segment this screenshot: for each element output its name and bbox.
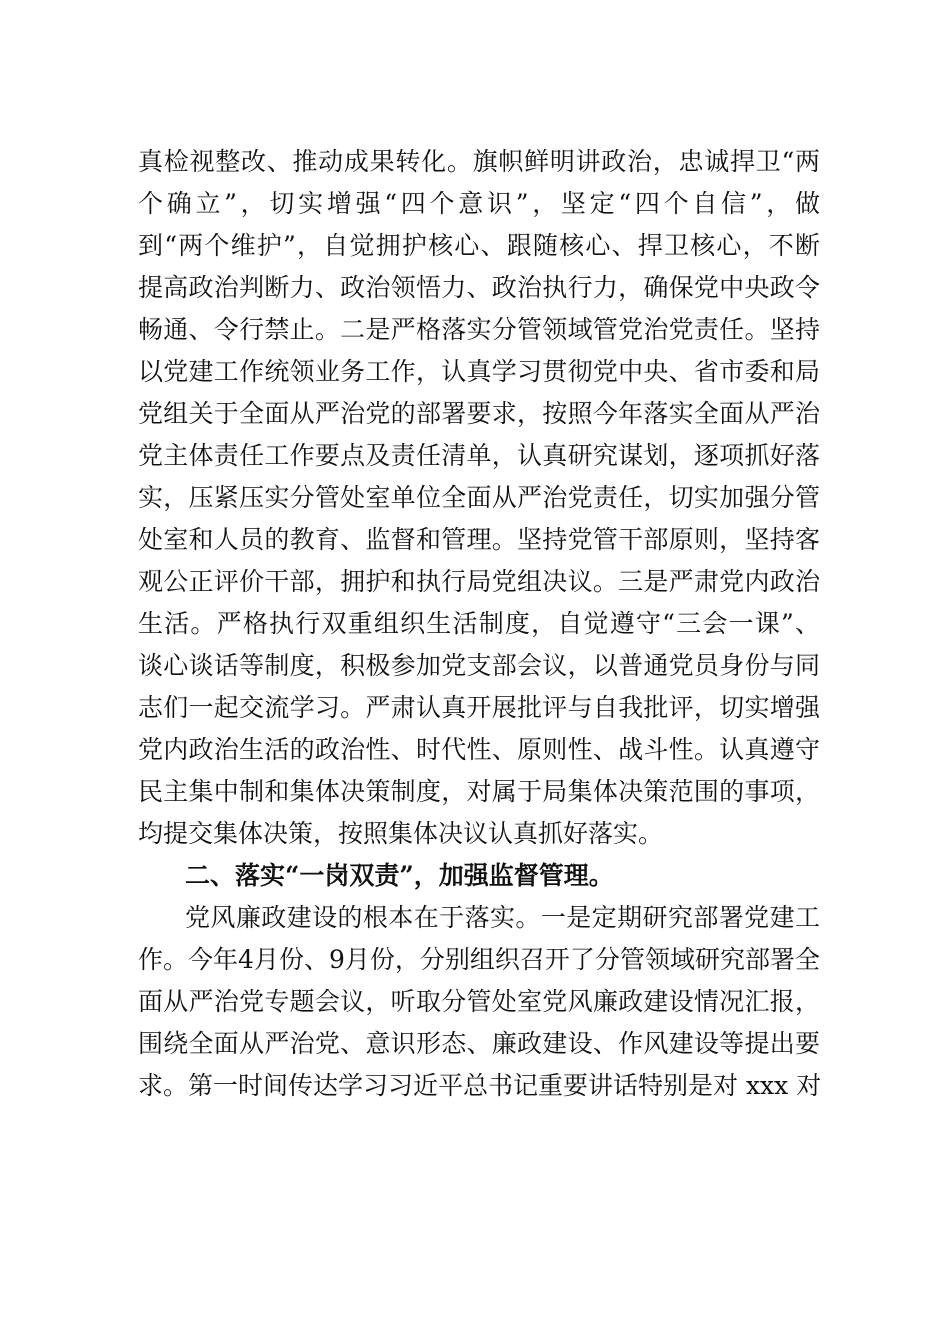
paragraph-line: 畅通、令行禁止。二是严格落实分管领域管党治党责任。坚持 [138, 315, 820, 344]
paragraph-line: 提高政治判断力、政治领悟力、政治执行力，确保党中央政令 [138, 273, 820, 302]
paragraph-line: 围绕全面从严治党、意识形态、廉政建设、作风建设等提出要 [138, 1029, 820, 1058]
paragraph-line: 真检视整改、推动成果转化。旗帜鲜明讲政治，忠诚捍卫“两 [138, 147, 820, 176]
paragraph-line: 以党建工作统领业务工作，认真学习贯彻党中央、省市委和局 [138, 357, 820, 386]
paragraph-line: 党内政治生活的政治性、时代性、原则性、战斗性。认真遵守 [138, 735, 820, 764]
paragraph-line: 民主集中制和集体决策制度，对属于局集体决策范围的事项， [138, 777, 820, 806]
paragraph-line: 党风廉政建设的根本在于落实。一是定期研究部署党建工 [185, 903, 820, 932]
paragraph-line: 党组关于全面从严治党的部署要求，按照今年落实全面从严治 [138, 399, 820, 428]
paragraph-line: 到“两个维护”，自觉拥护核心、跟随核心、捍卫核心，不断 [138, 231, 820, 260]
paragraph-line: 求。第一时间传达学习习近平总书记重要讲话特别是对 xxx 对 [138, 1071, 822, 1100]
paragraph-line: 志们一起交流学习。严肃认真开展批评与自我批评，切实增强 [138, 693, 820, 722]
paragraph-line: 观公正评价干部，拥护和执行局党组决议。三是严肃党内政治 [138, 567, 820, 596]
paragraph-line: 处室和人员的教育、监督和管理。坚持党管干部原则，坚持客 [138, 525, 820, 554]
paragraph-line: 生活。严格执行双重组织生活制度，自觉遵守“三会一课”、 [138, 609, 820, 638]
paragraph-line: 个确立”，切实增强“四个意识”，坚定“四个自信”，做 [138, 189, 820, 218]
paragraph-line: 实，压紧压实分管处室单位全面从严治党责任，切实加强分管 [138, 483, 820, 512]
paragraph-line: 党主体责任工作要点及责任清单，认真研究谋划，逐项抓好落 [138, 441, 820, 470]
section-heading: 二、落实“一岗双责”，加强监督管理。 [185, 861, 614, 890]
paragraph-line: 均提交集体决策，按照集体决议认真抓好落实。 [138, 819, 664, 848]
paragraph-line: 作。今年4月份、9月份，分别组织召开了分管领域研究部署全 [138, 945, 820, 974]
paragraph-line: 面从严治党专题会议，听取分管处室党风廉政建设情况汇报， [138, 987, 820, 1016]
paragraph-line: 谈心谈话等制度，积极参加党支部会议，以普通党员身份与同 [138, 651, 820, 680]
